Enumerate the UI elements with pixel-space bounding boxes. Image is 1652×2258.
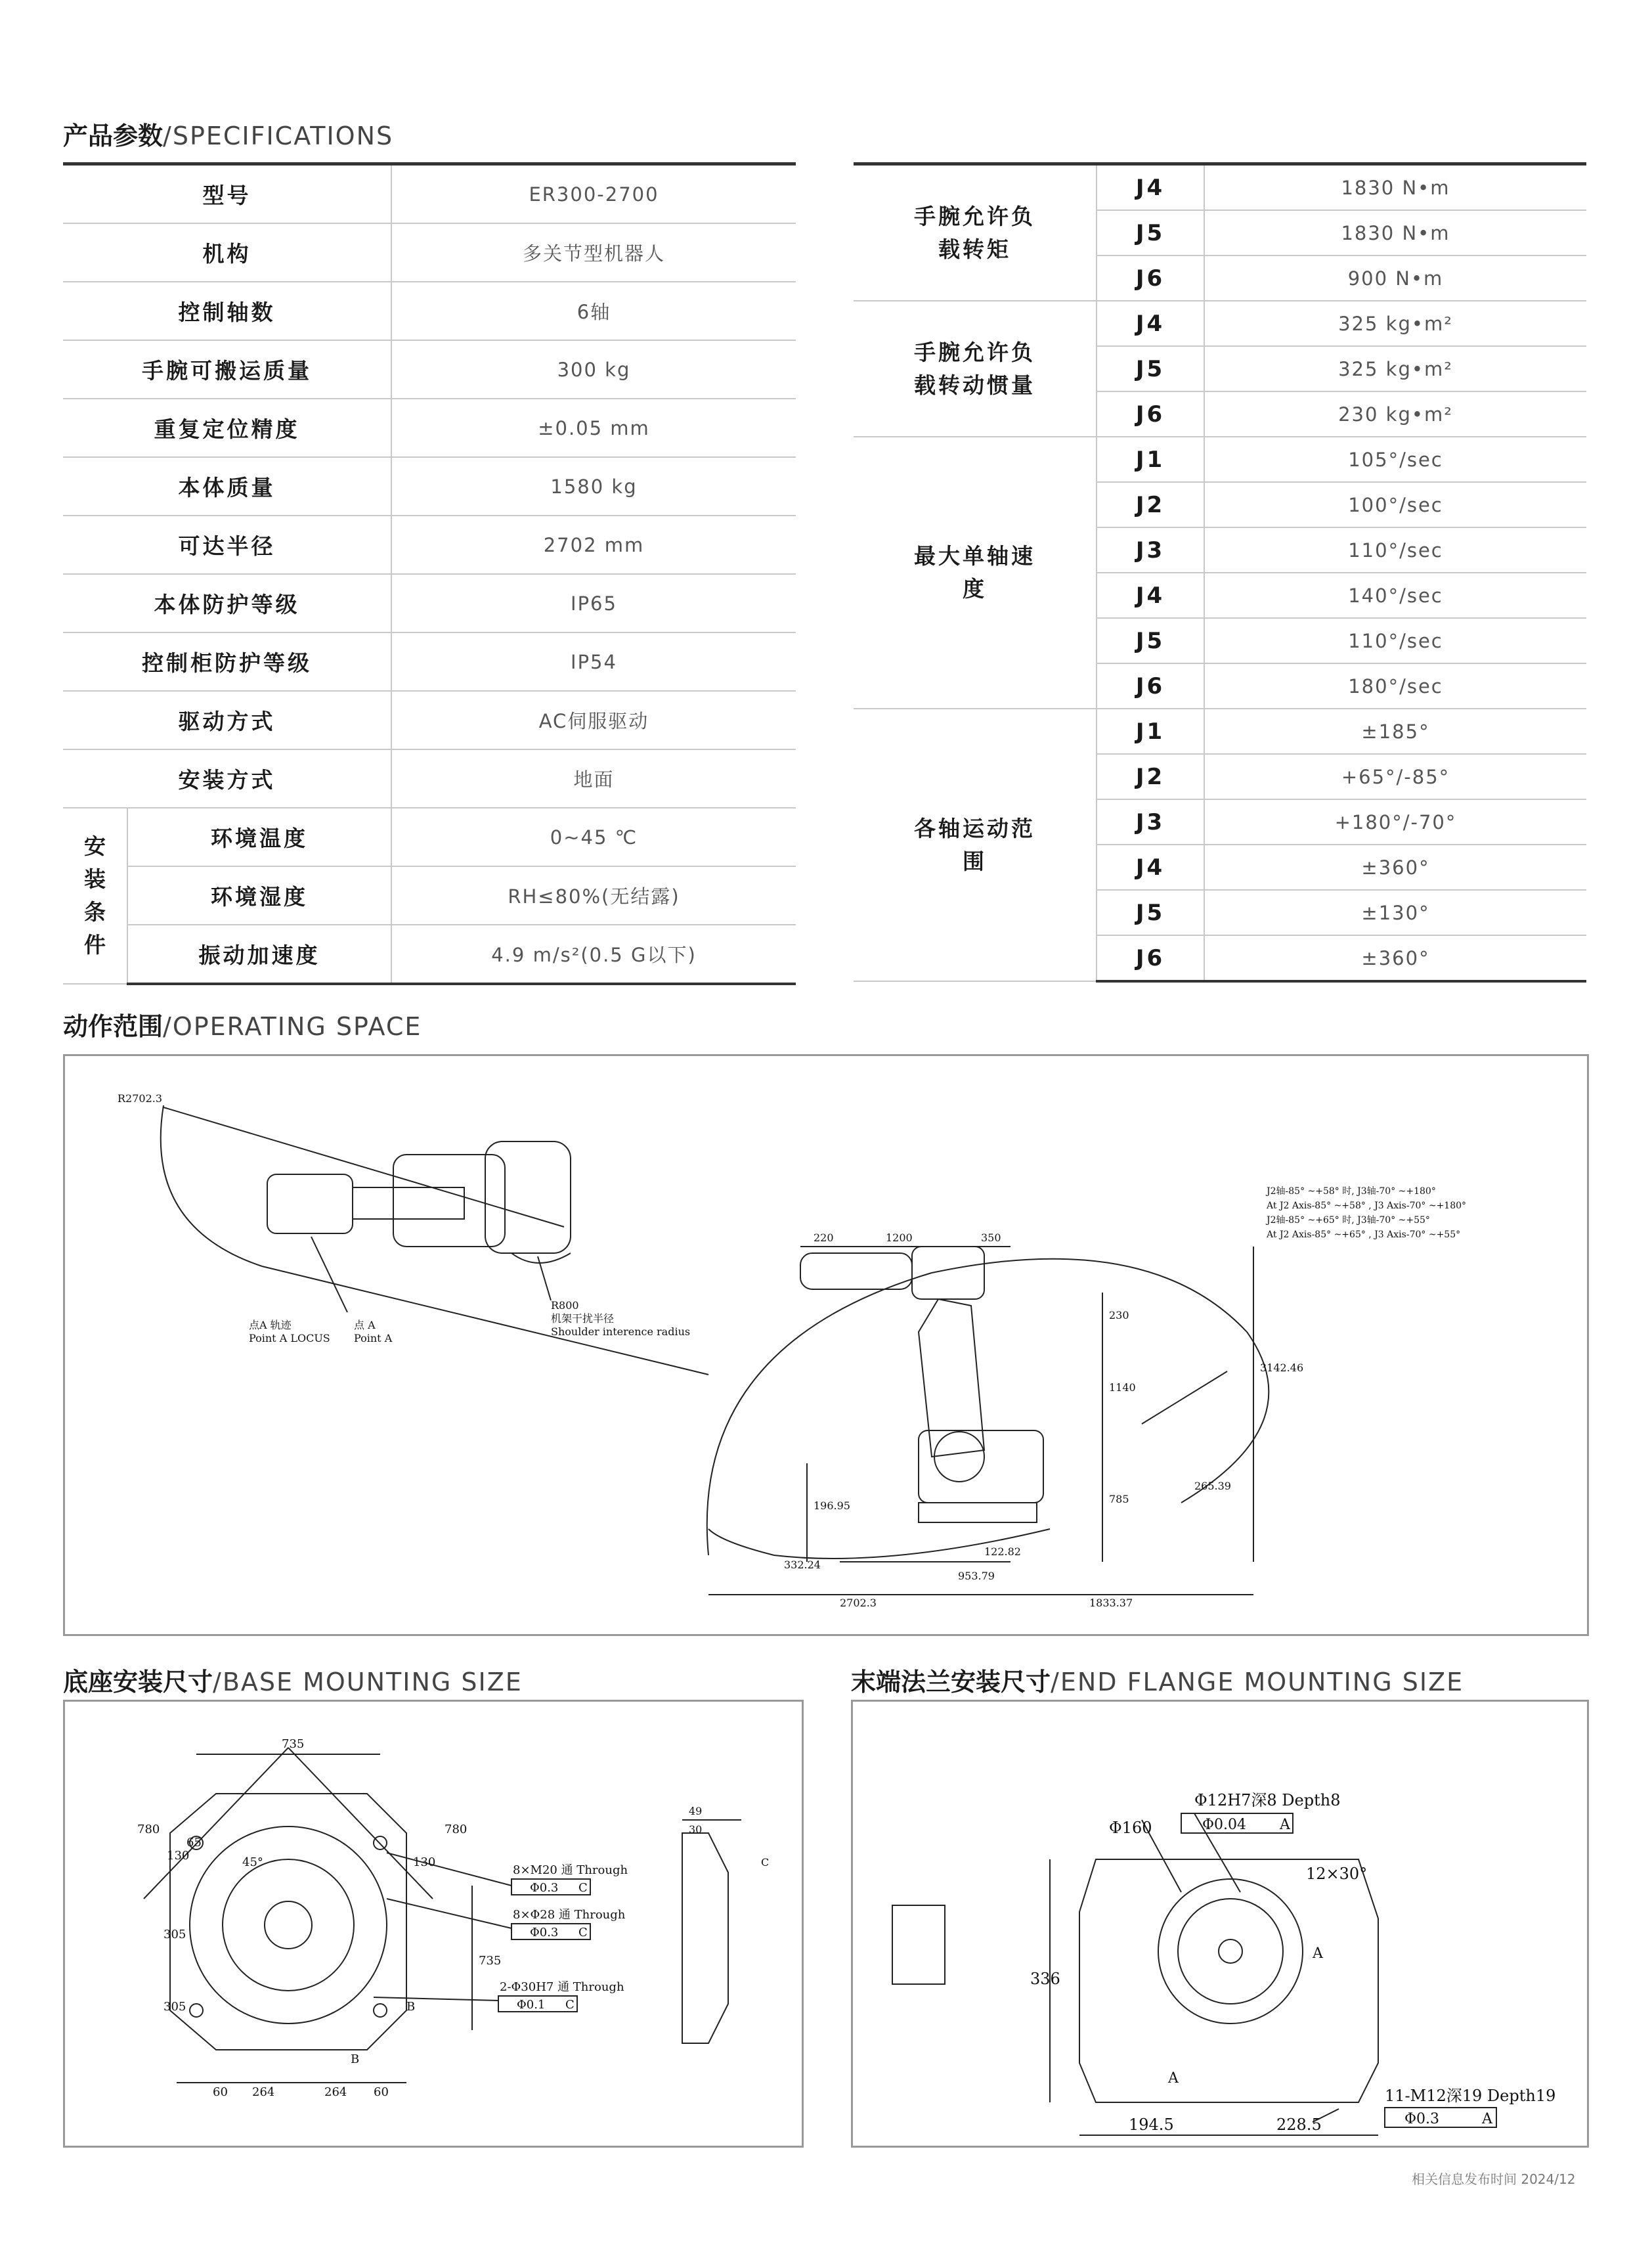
callout2-leader xyxy=(387,1899,511,1928)
diag-2 xyxy=(288,1748,436,1899)
base-tol-3: Φ0.1 xyxy=(517,1998,546,2012)
pointA-locus-cn: 点A 轨迹 xyxy=(249,1319,292,1331)
flange-dim-228: 228.5 xyxy=(1276,2115,1322,2134)
side-upperarm xyxy=(800,1253,912,1289)
topview-base xyxy=(485,1141,571,1253)
side-elbow xyxy=(912,1247,984,1299)
spec-label: 环境温度 xyxy=(127,808,391,866)
base-dim-264-a: 264 xyxy=(252,2085,275,2099)
spec-row xyxy=(63,632,796,691)
note-line-2: At J2 Axis-85° ~+58° , J3 Axis-70° ~+180° xyxy=(1267,1201,1467,1211)
spec-label: 型号 xyxy=(63,166,391,223)
c4-tol-box xyxy=(1385,2108,1496,2127)
axis-value: ±360° xyxy=(1204,935,1586,981)
base-title-cn: 底座安装尺寸 xyxy=(63,1668,213,1696)
axis-label: J4 xyxy=(1097,573,1204,618)
flange-ref-1: A xyxy=(1280,1817,1290,1833)
topview-wrist xyxy=(267,1174,353,1233)
flange-tol-4: Φ0.3 xyxy=(1404,2111,1440,2127)
spec-value: 地面 xyxy=(391,749,796,808)
dim-265: 265.39 xyxy=(1194,1480,1231,1492)
spec-label: 控制轴数 xyxy=(63,282,391,340)
axis-label: J5 xyxy=(1097,890,1204,935)
note-line-4: At J2 Axis-85° ~+65° , J3 Axis-70° ~+55° xyxy=(1267,1229,1461,1240)
spec-value: 6轴 xyxy=(391,282,796,340)
r-label: R2702.3 xyxy=(118,1092,163,1105)
base-dim-305-b: 305 xyxy=(163,2000,186,2014)
pointA-cn: 点 A xyxy=(354,1319,376,1331)
dim-332: 332.24 xyxy=(784,1559,821,1571)
axis-value: 1830 N•m xyxy=(1204,210,1586,255)
spec-value: IP65 xyxy=(391,574,796,632)
spec-row xyxy=(63,749,796,808)
spec-value: ER300-2700 xyxy=(391,166,796,223)
axis-label: J3 xyxy=(1097,527,1204,573)
base-ring-inner xyxy=(223,1859,354,1991)
diag-1 xyxy=(144,1748,288,1899)
spec-label: 控制柜防护等级 xyxy=(63,632,391,691)
r-leader xyxy=(163,1107,564,1227)
axis-value: 110°/sec xyxy=(1204,527,1586,573)
base-center-hole xyxy=(265,1901,312,1949)
pointA-line xyxy=(262,1266,708,1375)
base-dim-60-a: 60 xyxy=(213,2085,228,2099)
spec-group-label xyxy=(854,301,1097,437)
note-line-1: J2轴-85° ~+58° 时, J3轴-70° ~+180° xyxy=(1267,1186,1436,1197)
spec-label: 安装方式 xyxy=(63,749,391,808)
base-outline xyxy=(170,1794,406,2050)
callout3-leader xyxy=(374,1997,498,2001)
operating-space-frame xyxy=(63,1054,1589,1636)
reach-arc-side xyxy=(707,1259,1269,1555)
base-mark-b1: B xyxy=(406,2000,416,2014)
dim-230: 230 xyxy=(1109,1309,1129,1321)
side-turret xyxy=(919,1430,1043,1503)
axis-value: 110°/sec xyxy=(1204,618,1586,663)
axis-value: 105°/sec xyxy=(1204,437,1586,482)
axis-label: J5 xyxy=(1097,210,1204,255)
spec-table-left xyxy=(63,166,796,985)
spec-value: IP54 xyxy=(391,632,796,691)
spec-group-text: 手腕允许负载转动惯量 xyxy=(914,339,1035,398)
flange-mark-a2: A xyxy=(1313,1945,1323,1962)
dim-1200: 1200 xyxy=(886,1231,913,1244)
axis-value: ±130° xyxy=(1204,890,1586,935)
dim-1833: 1833.37 xyxy=(1089,1597,1133,1609)
spec-row xyxy=(63,166,796,223)
operating-title-en: /OPERATING SPACE xyxy=(163,1012,422,1041)
dim-2702: 2702.3 xyxy=(840,1597,877,1609)
topview-body xyxy=(393,1155,505,1247)
spec-group-text: 最大单轴速度 xyxy=(914,543,1035,602)
spec-label: 手腕可搬运质量 xyxy=(63,340,391,399)
spec-row xyxy=(854,166,1586,210)
specs-title-en: /SPECIFICATIONS xyxy=(163,122,394,150)
flange-frame xyxy=(851,1700,1589,2148)
shoulder-arc xyxy=(511,1253,571,1263)
axis-value: 900 N•m xyxy=(1204,255,1586,301)
dim-953: 953.79 xyxy=(958,1570,995,1582)
axis-value: 180°/sec xyxy=(1204,663,1586,709)
flange-callout-2: Φ160 xyxy=(1109,1819,1152,1837)
flange-pitch-circle xyxy=(1158,1879,1303,2024)
flange-drawing xyxy=(853,1702,1587,2146)
operating-title-cn: 动作范围 xyxy=(63,1012,163,1041)
axis-label: J5 xyxy=(1097,618,1204,663)
side-dim-30: 30 xyxy=(689,1823,703,1836)
flange-ref-4: A xyxy=(1482,2111,1492,2127)
base-ref-2: C xyxy=(578,1926,588,1939)
axis-label: J2 xyxy=(1097,482,1204,527)
spec-value: RH≤80%(无结露) xyxy=(391,866,796,925)
condition-group-text: 安装条件 xyxy=(84,833,106,958)
axis-value: +65°/-85° xyxy=(1204,754,1586,799)
base-ref-1: C xyxy=(578,1881,588,1895)
specs-title xyxy=(63,116,393,152)
spec-row xyxy=(63,691,796,749)
axis-value: 140°/sec xyxy=(1204,573,1586,618)
base-title-en: /BASE MOUNTING SIZE xyxy=(213,1668,523,1696)
spec-group-text: 各轴运动范围 xyxy=(914,815,1035,874)
pointA-leader xyxy=(311,1237,347,1312)
axis-value: 325 kg•m² xyxy=(1204,301,1586,346)
axis-value: 100°/sec xyxy=(1204,482,1586,527)
shoulder-cn-label: 机架干扰半径 xyxy=(551,1312,615,1325)
spec-value: 1580 kg xyxy=(391,457,796,516)
spec-value: 4.9 m/s²(0.5 G以下) xyxy=(391,925,796,984)
footer-date: 相关信息发布时间 2024/12 xyxy=(1412,2171,1576,2187)
spec-value: 2702 mm xyxy=(391,516,796,574)
base-dim-780-right: 780 xyxy=(445,1823,467,1836)
reach-arc-left xyxy=(161,1105,262,1266)
base-dim-305-a: 305 xyxy=(163,1928,186,1941)
spec-row xyxy=(63,282,796,340)
base-dim-60-b: 60 xyxy=(374,2085,389,2099)
flange-title-cn: 末端法兰安装尺寸 xyxy=(851,1668,1051,1696)
note-leader xyxy=(1142,1371,1227,1424)
spec-row xyxy=(63,399,796,457)
base-dim-130-right: 130 xyxy=(413,1855,436,1869)
axis-value: ±360° xyxy=(1204,845,1586,890)
base-dim-264-b: 264 xyxy=(324,2085,347,2099)
spec-group-label xyxy=(854,437,1097,709)
spec-row xyxy=(63,808,796,866)
base-ref-3: C xyxy=(565,1998,575,2012)
spec-row xyxy=(63,457,796,516)
flange-title-en: /END FLANGE MOUNTING SIZE xyxy=(1051,1668,1464,1696)
axis-label: J2 xyxy=(1097,754,1204,799)
dim-785: 785 xyxy=(1109,1493,1129,1505)
axis-label: J6 xyxy=(1097,255,1204,301)
dim-3142: 3142.46 xyxy=(1260,1361,1304,1374)
axis-label: J4 xyxy=(1097,845,1204,890)
base-title xyxy=(63,1662,523,1698)
spec-row xyxy=(63,516,796,574)
base-dim-780-left: 780 xyxy=(137,1823,160,1836)
spec-row xyxy=(854,709,1586,754)
base-dim-130-left: 130 xyxy=(167,1849,190,1863)
axis-label: J4 xyxy=(1097,301,1204,346)
operating-space-drawing xyxy=(65,1056,1587,1634)
axis-value: ±185° xyxy=(1204,709,1586,754)
spec-label: 本体防护等级 xyxy=(63,574,391,632)
side-j2 xyxy=(934,1432,984,1482)
axis-label: J3 xyxy=(1097,799,1204,845)
axis-value: +180°/-70° xyxy=(1204,799,1586,845)
base-tol-2: Φ0.3 xyxy=(530,1926,559,1939)
axis-label: J6 xyxy=(1097,935,1204,981)
spec-value: 300 kg xyxy=(391,340,796,399)
spec-row xyxy=(854,301,1586,346)
specs-title-cn: 产品参数 xyxy=(63,122,163,150)
flange-inner-circle xyxy=(1178,1899,1283,2004)
pointA-locus-en: Point A LOCUS xyxy=(249,1332,330,1344)
spec-row xyxy=(854,437,1586,482)
flange-tol-1: Φ0.04 xyxy=(1202,1817,1247,1833)
base-callout-3: 2-Φ30H7 通 Through xyxy=(500,1980,624,1994)
axis-label: J6 xyxy=(1097,663,1204,709)
axis-value: 230 kg•m² xyxy=(1204,391,1586,437)
side-mark-c: C xyxy=(761,1856,770,1869)
spec-table-right xyxy=(854,166,1586,983)
spec-label: 振动加速度 xyxy=(127,925,391,984)
condition-group-label xyxy=(63,808,127,984)
shoulder-en-label: Shoulder interence radius xyxy=(551,1325,691,1338)
flange-callout-4: 11-M12深19 Depth19 xyxy=(1385,2087,1556,2105)
side-base xyxy=(919,1503,1037,1522)
base-side-view xyxy=(682,1833,728,2043)
axis-label: J4 xyxy=(1097,166,1204,210)
shoulder-r-label: R800 xyxy=(551,1299,579,1312)
axis-label: J1 xyxy=(1097,437,1204,482)
spec-row xyxy=(63,223,796,282)
base-dim-45: 45° xyxy=(242,1855,263,1869)
dim-1140: 1140 xyxy=(1109,1381,1136,1394)
spec-label: 本体质量 xyxy=(63,457,391,516)
base-dim-735-top: 735 xyxy=(282,1737,305,1751)
spec-label: 可达半径 xyxy=(63,516,391,574)
flange-dim-336: 336 xyxy=(1030,1970,1060,1988)
base-mounting-drawing xyxy=(65,1702,802,2146)
base-dim-65: 65 xyxy=(186,1836,202,1849)
flange-wrist-outline xyxy=(1079,1859,1378,2102)
spec-label: 机构 xyxy=(63,223,391,282)
note-line-3: J2轴-85° ~+65° 时, J3轴-70° ~+55° xyxy=(1267,1215,1430,1226)
flange-callout-3: 12×30° xyxy=(1306,1865,1368,1883)
axis-label: J5 xyxy=(1097,346,1204,391)
spec-label: 重复定位精度 xyxy=(63,399,391,457)
spec-row xyxy=(63,866,796,925)
spec-value: ±0.05 mm xyxy=(391,399,796,457)
callout1-leader xyxy=(387,1853,511,1886)
side-dim-49: 49 xyxy=(689,1805,703,1817)
flange-title xyxy=(851,1662,1464,1698)
base-tol-1: Φ0.3 xyxy=(530,1881,559,1895)
base-mark-b2: B xyxy=(351,2052,360,2066)
spec-value: AC伺服驱动 xyxy=(391,691,796,749)
axis-label: J6 xyxy=(1097,391,1204,437)
dim-220: 220 xyxy=(814,1231,834,1244)
dim-350: 350 xyxy=(981,1231,1001,1244)
spec-group-label xyxy=(854,166,1097,301)
spec-row xyxy=(63,925,796,984)
flange-side-view xyxy=(892,1905,945,1984)
spec-row xyxy=(63,340,796,399)
flange-center xyxy=(1219,1939,1242,1963)
dim-122: 122.82 xyxy=(984,1545,1021,1558)
base-dim-735-right: 735 xyxy=(479,1954,502,1968)
dim-196: 196.95 xyxy=(814,1499,850,1512)
flange-callout-1: Φ12H7深8 Depth8 xyxy=(1194,1791,1341,1809)
spec-row xyxy=(63,574,796,632)
base-mounting-frame xyxy=(63,1700,804,2148)
pointA-en: Point A xyxy=(354,1332,393,1344)
spec-group-label xyxy=(854,709,1097,981)
spec-label: 环境湿度 xyxy=(127,866,391,925)
spec-value: 0~45 ℃ xyxy=(391,808,796,866)
hole-3 xyxy=(190,2004,203,2017)
base-ring xyxy=(190,1826,387,2024)
spec-label: 驱动方式 xyxy=(63,691,391,749)
axis-value: 325 kg•m² xyxy=(1204,346,1586,391)
axis-label: J1 xyxy=(1097,709,1204,754)
flange-mark-a1: A xyxy=(1168,2070,1179,2087)
axis-value: 1830 N•m xyxy=(1204,166,1586,210)
base-callout-1: 8×M20 通 Through xyxy=(513,1863,628,1877)
hole-4 xyxy=(374,2004,387,2017)
base-callout-2: 8×Φ28 通 Through xyxy=(513,1908,626,1922)
operating-title xyxy=(63,1006,422,1042)
flange-dim-194: 194.5 xyxy=(1129,2115,1174,2134)
spec-group-text: 手腕允许负载转矩 xyxy=(914,203,1035,262)
spec-value: 多关节型机器人 xyxy=(391,223,796,282)
